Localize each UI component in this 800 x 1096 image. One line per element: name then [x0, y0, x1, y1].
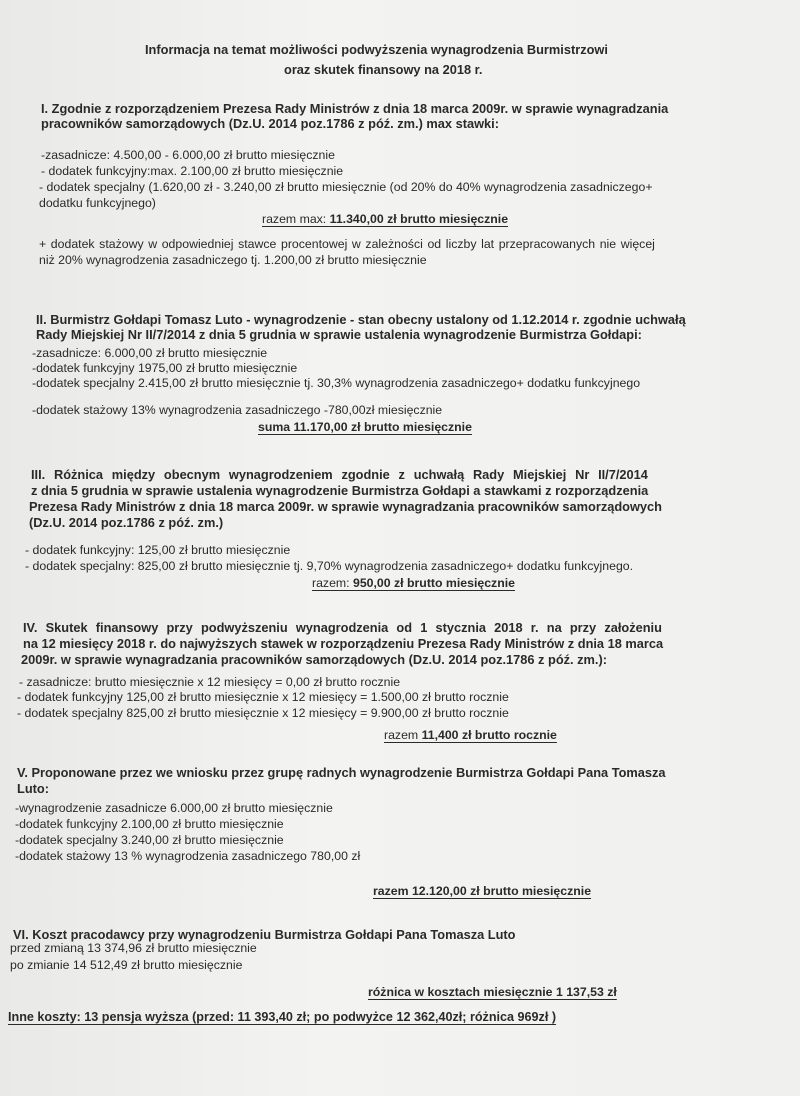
section-1-total-value: 11.340,00 zł brutto miesięcznie — [329, 212, 509, 226]
document-title-line-1: Informacja na temat możliwości podwyższenia wynagrodzenia Burmistrzowi — [145, 42, 608, 57]
section-6-other-costs: Inne koszty: 13 pensja wyższa (przed: 11 393,40 zł; po podwyżce 12 362,40zł; różnica 969zł ) — [8, 1010, 557, 1024]
section-5-heading-line-1: V. Proponowane przez we wniosku przez grupę radnych wynagrodzenie Burmistrza Gołdapi Pana Tomasza — [17, 765, 666, 780]
section-6-cost-difference: różnica w kosztach miesięcznie 1 137,53 zł — [368, 985, 617, 999]
section-4-line-3: - dodatek specjalny 825,00 zł brutto miesięcznie x 12 miesięcy = 9.900,00 zł brutto rocznie — [17, 706, 509, 720]
section-4-heading-line-3: 2009r. w sprawie wynagradzania pracowników samorządowych (Dz.U. 2014 poz.1786 z póź. zm.): — [21, 652, 608, 667]
section-5-line-1: -wynagrodzenie zasadnicze 6.000,00 zł brutto miesięcznie — [15, 801, 333, 815]
section-6-heading: VI. Koszt pracodawcy przy wynagrodzeniu Burmistrza Gołdapi Pana Tomasza Luto — [13, 927, 516, 942]
section-3-line-1: - dodatek funkcyjny: 125,00 zł brutto miesięcznie — [25, 543, 291, 557]
section-6-line-2: po zmianie 14 512,49 zł brutto miesięcznie — [10, 958, 243, 972]
section-3-heading-line-4: (Dz.U. 2014 poz.1786 z póź. zm.) — [29, 515, 224, 530]
section-4-heading-line-1: IV. Skutek finansowy przy podwyższeniu wynagrodzenia od 1 stycznia 2018 r. na przy założeniu — [23, 620, 662, 635]
section-3-heading-line-3: Prezesa Rady Ministrów z dnia 18 marca 2009r. w sprawie wynagradzania pracowników samorządowych — [29, 499, 662, 514]
document-title-line-2: oraz skutek finansowy na 2018 r. — [284, 62, 483, 77]
section-2-heading-line-1: II. Burmistrz Gołdapi Tomasz Luto - wynagrodzenie - stan obecny ustalony od 1.12.2014 r. zgodnie uchwałą — [36, 312, 686, 327]
section-1-line-3: - dodatek specjalny (1.620,00 zł - 3.240,00 zł brutto miesięcznie (od 20% do 40% wynagrodzenia zasadniczego+ — [39, 180, 653, 194]
section-1-heading-line-2: pracowników samorządowych (Dz.U. 2014 poz.1786 z póź. zm.) max stawki: — [41, 116, 499, 131]
section-3-total-label: razem: — [312, 576, 353, 590]
section-4-line-1: - zasadnicze: brutto miesięcznie x 12 miesięcy = 0,00 zł brutto rocznie — [19, 675, 401, 689]
section-4-total-value: 11,400 zł brutto rocznie — [421, 728, 557, 742]
section-3-heading-line-2: z dnia 5 grudnia w sprawie ustalenia wynagrodzenie Burmistrza Gołdapi a stawkami z rozporządzenia — [31, 483, 649, 498]
section-5-line-4: -dodatek stażowy 13 % wynagrodzenia zasadniczego 780,00 zł — [15, 849, 361, 863]
section-3-heading-line-1: III. Różnica między obecnym wynagrodzeniem zgodnie z uchwałą Rady Miejskiej Nr II/7/2014 — [31, 467, 648, 482]
section-3-total-value: 950,00 zł brutto miesięcznie — [353, 576, 515, 590]
section-2-total: suma 11.170,00 zł brutto miesięcznie — [258, 420, 472, 434]
section-3-line-2: - dodatek specjalny: 825,00 zł brutto miesięcznie tj. 9,70% wynagrodzenia zasadniczego+ dodatku funkcyjnego. — [25, 559, 634, 573]
section-2-heading-line-2: Rady Miejskiej Nr II/7/2014 z dnia 5 grudnia w sprawie ustalenia wynagrodzenie Burmistrza Gołdapi: — [36, 327, 642, 342]
section-5-total: razem 12.120,00 zł brutto miesięcznie — [373, 884, 592, 898]
section-4-total — [356, 728, 561, 743]
section-4-line-2: - dodatek funkcyjny 125,00 zł brutto miesięcznie x 12 miesięcy = 1.500,00 zł brutto rocznie — [17, 690, 509, 704]
section-2-line-1: -zasadnicze: 6.000,00 zł brutto miesięcznie — [32, 346, 268, 360]
section-1-extra-line-1: + dodatek stażowy w odpowiedniej stawce procentowej w zależności od liczby lat przepracowanych nie więcej — [39, 237, 655, 251]
section-5-line-3: -dodatek specjalny 3.240,00 zł brutto miesięcznie — [15, 833, 284, 847]
section-4-total-label: razem — [384, 728, 422, 742]
section-5-heading-line-2: Luto: — [17, 781, 49, 796]
section-3-total — [312, 576, 515, 591]
section-1-line-2: - dodatek funkcyjny:max. 2.100,00 zł brutto miesięcznie — [41, 164, 344, 178]
section-4-heading-line-2: na 12 miesięcy 2018 r. do najwyższych stawek w rozporządzeniu Prezesa Rady Ministrów z dnia 18 marca — [23, 636, 664, 651]
section-1-line-4: dodatku funkcyjnego) — [39, 196, 156, 210]
section-1-total-label: razem max: — [262, 212, 330, 226]
section-5-line-2: -dodatek funkcyjny 2.100,00 zł brutto miesięcznie — [15, 817, 284, 831]
section-1-extra-line-2: niż 20% wynagrodzenia zasadniczego tj. 1.200,00 zł brutto miesięcznie — [39, 253, 427, 267]
section-2-line-4: -dodatek stażowy 13% wynagrodzenia zasadniczego -780,00zł miesięcznie — [32, 403, 443, 417]
section-6-line-1: przed zmianą 13 374,96 zł brutto miesięcznie — [10, 941, 257, 955]
section-1-total — [262, 212, 508, 227]
section-1-heading-line-1: I. Zgodnie z rozporządzeniem Prezesa Rady Ministrów z dnia 18 marca 2009r. w sprawie wynagradzania — [41, 101, 669, 116]
section-2-line-3: -dodatek specjalny 2.415,00 zł brutto miesięcznie tj. 30,3% wynagrodzenia zasadniczego+ dodatku funkcyjnego — [32, 376, 641, 390]
section-1-line-1: -zasadnicze: 4.500,00 - 6.000,00 zł brutto miesięcznie — [41, 148, 335, 162]
section-2-line-2: -dodatek funkcyjny 1975,00 zł brutto miesięcznie — [32, 361, 298, 375]
